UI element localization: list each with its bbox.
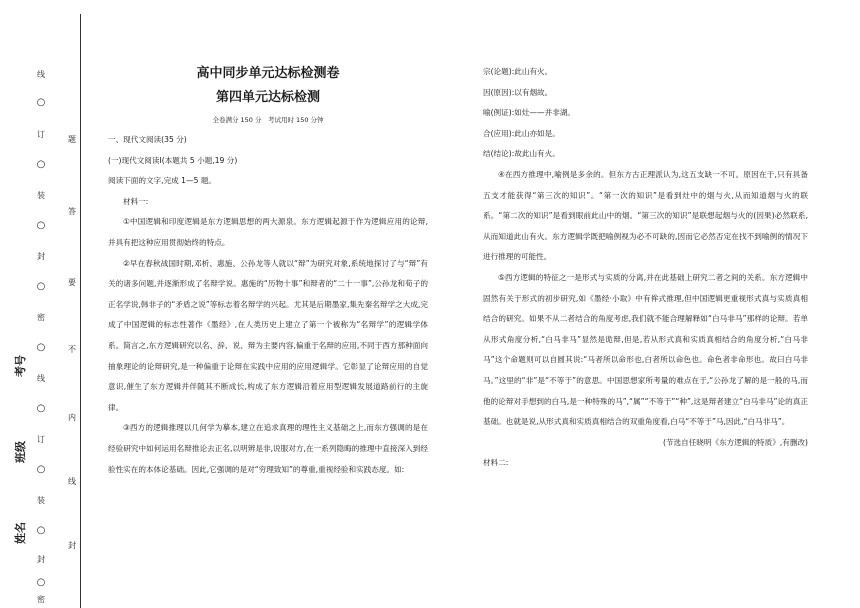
binding-char: 封 <box>68 541 76 550</box>
binding-margin <box>0 0 82 608</box>
binding-char: 内 <box>68 413 76 422</box>
binding-char: 线 <box>68 477 76 486</box>
binding-char: 要 <box>68 278 76 287</box>
binding-char: 线 <box>37 374 45 383</box>
binding-char: 不 <box>68 345 76 354</box>
binding-char: 封 <box>37 555 45 564</box>
binding-circle-icon: ○ <box>36 577 46 588</box>
binding-char: 密 <box>37 313 45 322</box>
paragraph-2: ②早在春秋战国时期,邓析、惠施、公孙龙等人就以“辩”为研究对象,系统地探讨了与“辩”有关的诸多问题,并逐渐形成了名辩学说。惠施的“历物十事”和辩者的“二十一事”,公孙龙和荀子的正名学说,韩非子的“矛盾之说”等标志着名辩学的兴起。尤其是后期墨家,集先秦名辩学之大成,完成了中国逻辑的标志性著作《墨经》,在人类历史上建立了第一个被称为“名辩学”的逻辑学体系。简言之,东方逻辑研究以名、辞、说、辩为主要内容,偏重于名辩的应用,不同于西方那种面向抽象理论的论辩研究,是一种偏重于论辩在实践中应用的应用逻辑学。它彰显了论辩应用的自觉意识,催生了东方逻辑并伴随其不断成长,构成了东方逻辑沿着应用型逻辑发展道路前行的主旋律。 <box>108 258 428 412</box>
exam-number-label: 考号 <box>14 355 27 377</box>
binding-char: 封 <box>37 252 45 261</box>
binding-circle-icon: ○ <box>36 220 46 231</box>
binding-circle-icon: ○ <box>36 342 46 353</box>
binding-char: 订 <box>37 435 45 444</box>
paragraph-5: ⑤西方逻辑的特征之一是形式与实质的分离,并在此基础上研究二者之间的关系。东方逻辑中固然有关于形式的初步研究,如《墨经·小取》中有侔式推理,但中国逻辑更重视形式真与实质真相结合的研究。如果不从二者结合的角度考虑,我们就不能合理解释如“白马非马”那样的论辩。若单从形式角度分析,“白马非马”显然是诡辩,但是,若从形式真和实质真相结合的角度分析,“白马非马”这个命题则可以自圆其说:“马者所以命形也,白者所以命色也。命色者非命形也。故曰白马非马。”这里的“非”是“不等于”的意思。中国思想家所考量的难点在于,“公孙龙了解的是一般的马,而他的论辩对手想到的白马,是一种特殊的马”,“属”“不等于”“种”,这是辩者建立“白马非马”论的真正基础。也就是说,从形式真和实质真相结合的双重角度看,白马“不等于”马,因此,“白马非马”。 <box>483 272 808 427</box>
binding-char: 密 <box>37 595 45 604</box>
binding-outer-column <box>34 0 48 608</box>
binding-inner-column <box>65 0 79 608</box>
material-2-label: 材料二: <box>483 458 509 468</box>
syllogism-line: 因(原因):以有烟故。 <box>483 87 553 97</box>
binding-char: 订 <box>37 130 45 139</box>
right-column <box>483 62 808 474</box>
binding-char: 题 <box>68 135 76 144</box>
page-subtitle: 第四单元达标检测 <box>215 90 320 105</box>
binding-circle-icon: ○ <box>36 281 46 292</box>
instruction-text: 阅读下面的文字,完成 1—5 题。 <box>108 176 217 186</box>
binding-char: 线 <box>37 70 45 79</box>
binding-line <box>80 14 81 608</box>
syllogism-line: 结(结论):故此山有火。 <box>483 149 560 159</box>
binding-char: 答 <box>68 207 76 216</box>
material-label: 材料一: <box>123 196 149 206</box>
subsection-heading: (一)现代文阅读Ⅰ(本题共 5 小题,19 分) <box>108 155 238 165</box>
binding-char: 装 <box>37 496 45 505</box>
binding-circle-icon: ○ <box>36 97 46 108</box>
binding-circle-icon: ○ <box>36 403 46 414</box>
binding-char: 装 <box>37 191 45 200</box>
class-label: 班级 <box>14 441 27 463</box>
exam-info: 全卷满分 150 分 考试用时 150 分钟 <box>212 116 324 124</box>
syllogism-line: 合(应用):此山亦如是。 <box>483 128 560 138</box>
syllogism-line: 喻(例证):如灶——并非湖。 <box>483 108 576 118</box>
binding-circle-icon: ○ <box>36 464 46 475</box>
binding-circle-icon: ○ <box>36 525 46 536</box>
page-title: 高中同步单元达标检测卷 <box>196 66 340 81</box>
left-column <box>108 62 428 480</box>
source-attribution: (节选自任晓明《东方逻辑的特质》,有删改) <box>662 437 808 447</box>
paragraph-1: ①中国逻辑和印度逻辑是东方逻辑思想的两大源泉。东方逻辑起源于作为逻辑应用的论辩,并具有把这种应用贯彻始终的特点。 <box>108 217 428 247</box>
paragraph-3: ③西方的逻辑推理以几何学为摹本,建立在追求真理的理性主义基础之上,而东方强调的是在经验研究中如何运用名辩推论去正名,以明辨是非,说服对方,在一系列隐晦的推理中直接深入到经验性实在的本体论基础。因此,它强调的是对“穷理致知”的尊重,重视经验和实践态度。如: <box>108 423 428 474</box>
section-heading: 一、现代文阅读(35 分) <box>108 135 187 144</box>
paragraph-4: ④在西方推理中,喻例是多余的。但东方古正理派认为,这五支缺一不可。原因在于,只有具备五支才能获得“第三次的知识”。“第一次的知识”是看到灶中的烟与火,从而知道烟与火的联系。“第二次的知识”是看到眼前此山中的烟。“第三次的知识”是联想起烟与火的(因果)必然联系,从而知道此山有火。东方逻辑学既把喻例视为必不可缺的,因而它必然否定在找不到喻例的情况下进行推理的可能性。 <box>483 169 808 262</box>
name-label: 姓名 <box>14 522 27 544</box>
binding-circle-icon: ○ <box>36 159 46 170</box>
syllogism-line: 宗(论题):此山有火。 <box>483 67 553 76</box>
